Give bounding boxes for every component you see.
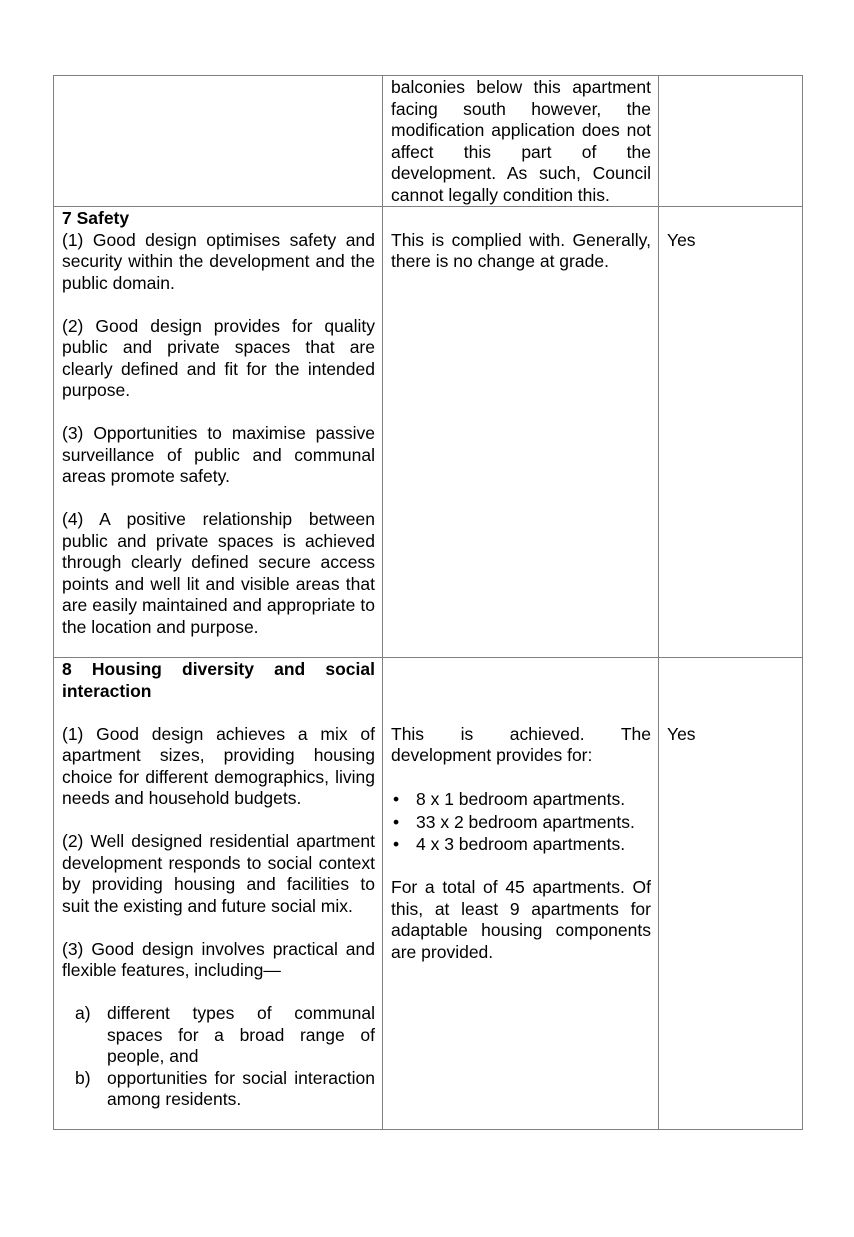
assessment-bullets: [391, 788, 651, 856]
list-item: [391, 833, 651, 856]
criterion-list: [62, 1003, 375, 1111]
criterion-paragraph: (1) Good design achieves a mix of apartment sizes, providing housing choice for different demographics, living needs and household budgets.: [62, 723, 375, 808]
compliance-cell: [659, 658, 803, 1130]
list-marker: b): [75, 1067, 91, 1088]
list-item-text: 4 x 3 bedroom apartments.: [416, 834, 626, 854]
list-item: [391, 811, 651, 834]
compliance-value: Yes: [667, 723, 696, 744]
list-item-text: 8 x 1 bedroom apartments.: [416, 789, 626, 809]
criterion-paragraph: (4) A positive relationship between public and private spaces is achieved through clearly defined secure access points and well lit and visible areas that are easily maintained and appropriate to the location and purpose.: [62, 509, 375, 637]
criterion-cell: [54, 207, 383, 658]
table-row: [54, 207, 803, 658]
list-item-text: different types of communal spaces for a broad range of people, and: [107, 1003, 375, 1066]
list-item-text: opportunities for social interaction among residents.: [107, 1067, 375, 1109]
criterion-paragraph: (1) Good design optimises safety and security within the development and the public domain.: [62, 229, 375, 293]
criterion-paragraph: (2) Good design provides for quality public and private spaces that are clearly defined and fit for the intended purpose.: [62, 315, 375, 400]
compliance-cell: [659, 207, 803, 658]
compliance-table: [53, 75, 803, 1130]
bullet-icon: •: [393, 811, 400, 832]
assessment-text: balconies below this apartment facing south however, the modification application does not affect this part of the development. As such, Council cannot legally condition this.: [391, 77, 651, 205]
assessment-closing: For a total of 45 apartments. Of this, at least 9 apartments for adaptable housing components are provided.: [391, 877, 651, 962]
compliance-cell: [659, 76, 803, 207]
criterion-heading: 8 Housing diversity and social interaction: [62, 659, 375, 701]
list-item: [62, 1003, 375, 1068]
assessment-cell: [383, 658, 659, 1130]
criterion-cell: [54, 76, 383, 207]
assessment-intro: This is achieved. The development provides for:: [391, 723, 651, 765]
list-item: [391, 788, 651, 811]
list-marker: a): [75, 1003, 91, 1023]
table-row: [54, 76, 803, 207]
assessment-cell: [383, 76, 659, 207]
criterion-paragraph: (3) Good design involves practical and flexible features, including—: [62, 938, 375, 980]
assessment-cell: [383, 207, 659, 658]
bullet-icon: •: [393, 789, 400, 809]
criterion-cell: [54, 658, 383, 1130]
criterion-paragraph: (2) Well designed residential apartment development responds to social context by providing housing and facilities to suit the existing and future social mix.: [62, 831, 375, 916]
criterion-heading: 7 Safety: [62, 208, 130, 228]
bullet-icon: •: [393, 834, 400, 854]
table-row: [54, 658, 803, 1130]
compliance-value: Yes: [667, 229, 696, 250]
list-item: [62, 1068, 375, 1111]
assessment-text: This is complied with. Generally, there is no change at grade.: [391, 229, 651, 271]
list-item-text: 33 x 2 bedroom apartments.: [416, 811, 635, 832]
criterion-paragraph: (3) Opportunities to maximise passive surveillance of public and communal areas promote safety.: [62, 423, 375, 486]
